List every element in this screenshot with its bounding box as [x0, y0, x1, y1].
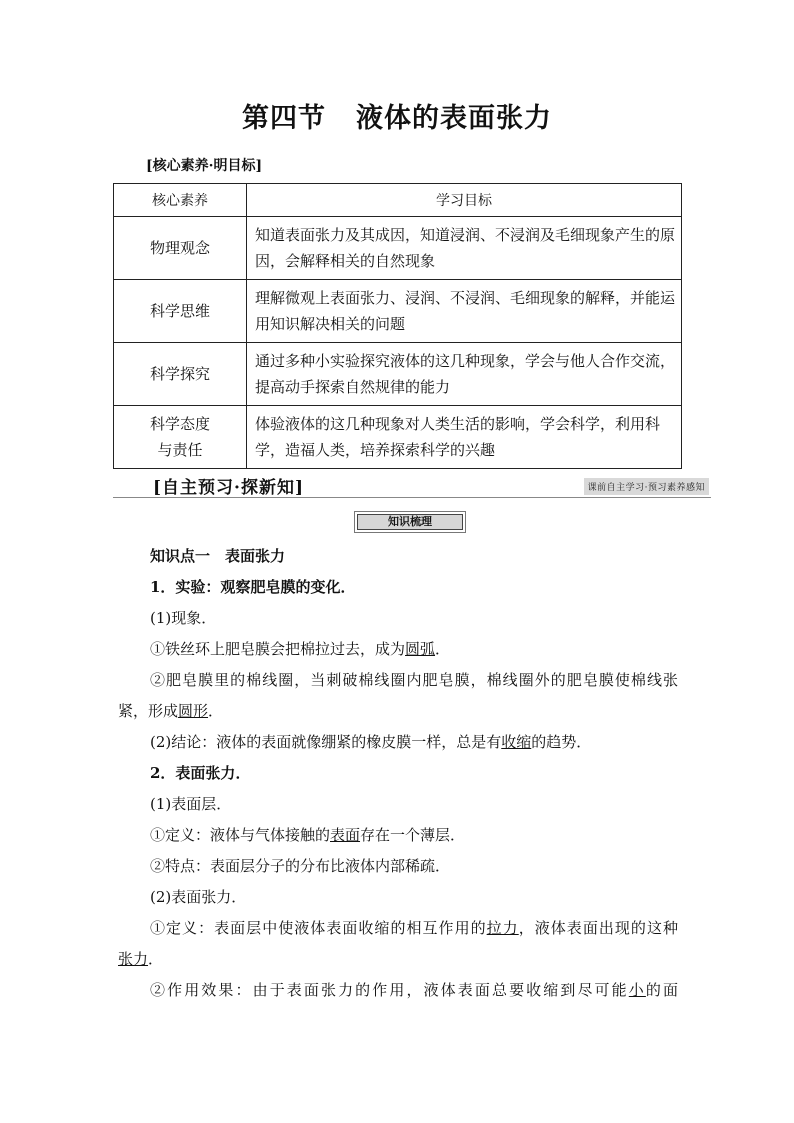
paragraph [118, 758, 678, 789]
line-text: ． [148, 950, 164, 968]
row-name-text-2: 与责任 [157, 441, 203, 459]
header-learning-goal: 学习目标 [247, 184, 682, 217]
paragraph [118, 696, 678, 727]
line-text: 的趋势． [531, 733, 592, 751]
banner-subtitle: 课前自主学习·预习素养感知 [584, 478, 709, 495]
knowledge-box-label: 知识梳理 [357, 514, 463, 530]
line-text: (2)结论：液体的表面就像绷紧的橡皮膜一样，总是有 [150, 733, 502, 751]
underlined-term: 圆弧 [405, 640, 436, 658]
underlined-term: 张力 [118, 950, 149, 968]
paragraph: (1)表面层． [150, 795, 232, 813]
row-name [114, 406, 247, 469]
line-text: 1．实验：观察肥皂膜的变化． [150, 578, 356, 596]
row-name [114, 343, 247, 406]
line-text: ，液体表面出现的这种 [518, 919, 678, 937]
table-header-row [114, 184, 682, 217]
row-goal: 体验液体的这几种现象对人类生活的影响，学会科学，利用科学，造福人类，培养探索科学的兴趣 [247, 406, 682, 469]
table-row [114, 280, 682, 343]
section-number: 第四节 [242, 103, 326, 134]
row-name-text: 科学探究 [149, 365, 210, 383]
paragraph [118, 634, 678, 665]
core-literacy-label: [核心素养·明目标] [146, 158, 263, 174]
goals-table [113, 183, 682, 469]
line-text: 紧，形成 [118, 702, 179, 720]
line-text: ①定义：液体与气体接触的 [150, 826, 331, 844]
paragraph [118, 913, 678, 944]
table-row [114, 343, 682, 406]
row-goal: 理解微观上表面张力、浸润、不浸润、毛细现象的解释，并能运用知识解决相关的问题 [247, 280, 682, 343]
page-title [0, 96, 794, 135]
preview-banner [113, 473, 711, 498]
line-text: ①铁丝环上肥皂膜会把棉拉过去，成为 [150, 640, 406, 658]
paragraph [118, 820, 678, 851]
paragraph [118, 944, 678, 975]
row-name-text: 科学态度 [149, 415, 210, 433]
row-name [114, 217, 247, 280]
table-row [114, 406, 682, 469]
header-core-literacy: 核心素养 [114, 184, 247, 217]
row-name-text: 物理观念 [149, 239, 210, 257]
row-goal: 通过多种小实验探究液体的这几种现象，学会与他人合作交流，提高动手探索自然规律的能力 [247, 343, 682, 406]
paragraph: ②肥皂膜里的棉线圈，当刺破棉线圈内肥皂膜，棉线圈外的肥皂膜使棉线张 [150, 671, 678, 689]
line-text: ②作用效果：由于表面张力的作用，液体表面总要收缩到尽可能 [150, 981, 629, 999]
line-text: 2．表面张力． [150, 764, 251, 782]
content-body [118, 541, 678, 1006]
paragraph: (1)现象． [150, 609, 217, 627]
underlined-term: 小 [628, 981, 646, 999]
row-name [114, 280, 247, 343]
row-name-text: 科学思维 [149, 302, 210, 320]
table-row [114, 217, 682, 280]
underlined-term: 拉力 [486, 919, 519, 937]
knowledge-point-heading: 知识点一 表面张力 [150, 547, 286, 565]
underlined-term: 圆形 [178, 702, 209, 720]
line-text: 存在一个薄层． [360, 826, 466, 844]
paragraph [118, 727, 678, 758]
section-title: 液体的表面张力 [356, 103, 552, 134]
banner-title: [自主预习·探新知] [153, 478, 305, 498]
paragraph: ②特点：表面层分子的分布比液体内部稀疏． [150, 857, 451, 875]
underlined-term: 收缩 [501, 733, 532, 751]
line-text: ①定义：表面层中使液体表面收缩的相互作用的 [150, 919, 487, 937]
paragraph [118, 572, 678, 603]
row-goal: 知道表面张力及其成因，知道浸润、不浸润及毛细现象产生的原因，会解释相关的自然现象 [247, 217, 682, 280]
paragraph: (2)表面张力． [150, 888, 247, 906]
line-text: ． [208, 702, 224, 720]
line-text: ． [435, 640, 451, 658]
line-text: 的面 [645, 981, 678, 999]
underlined-term: 表面 [330, 826, 361, 844]
paragraph [118, 975, 678, 1006]
